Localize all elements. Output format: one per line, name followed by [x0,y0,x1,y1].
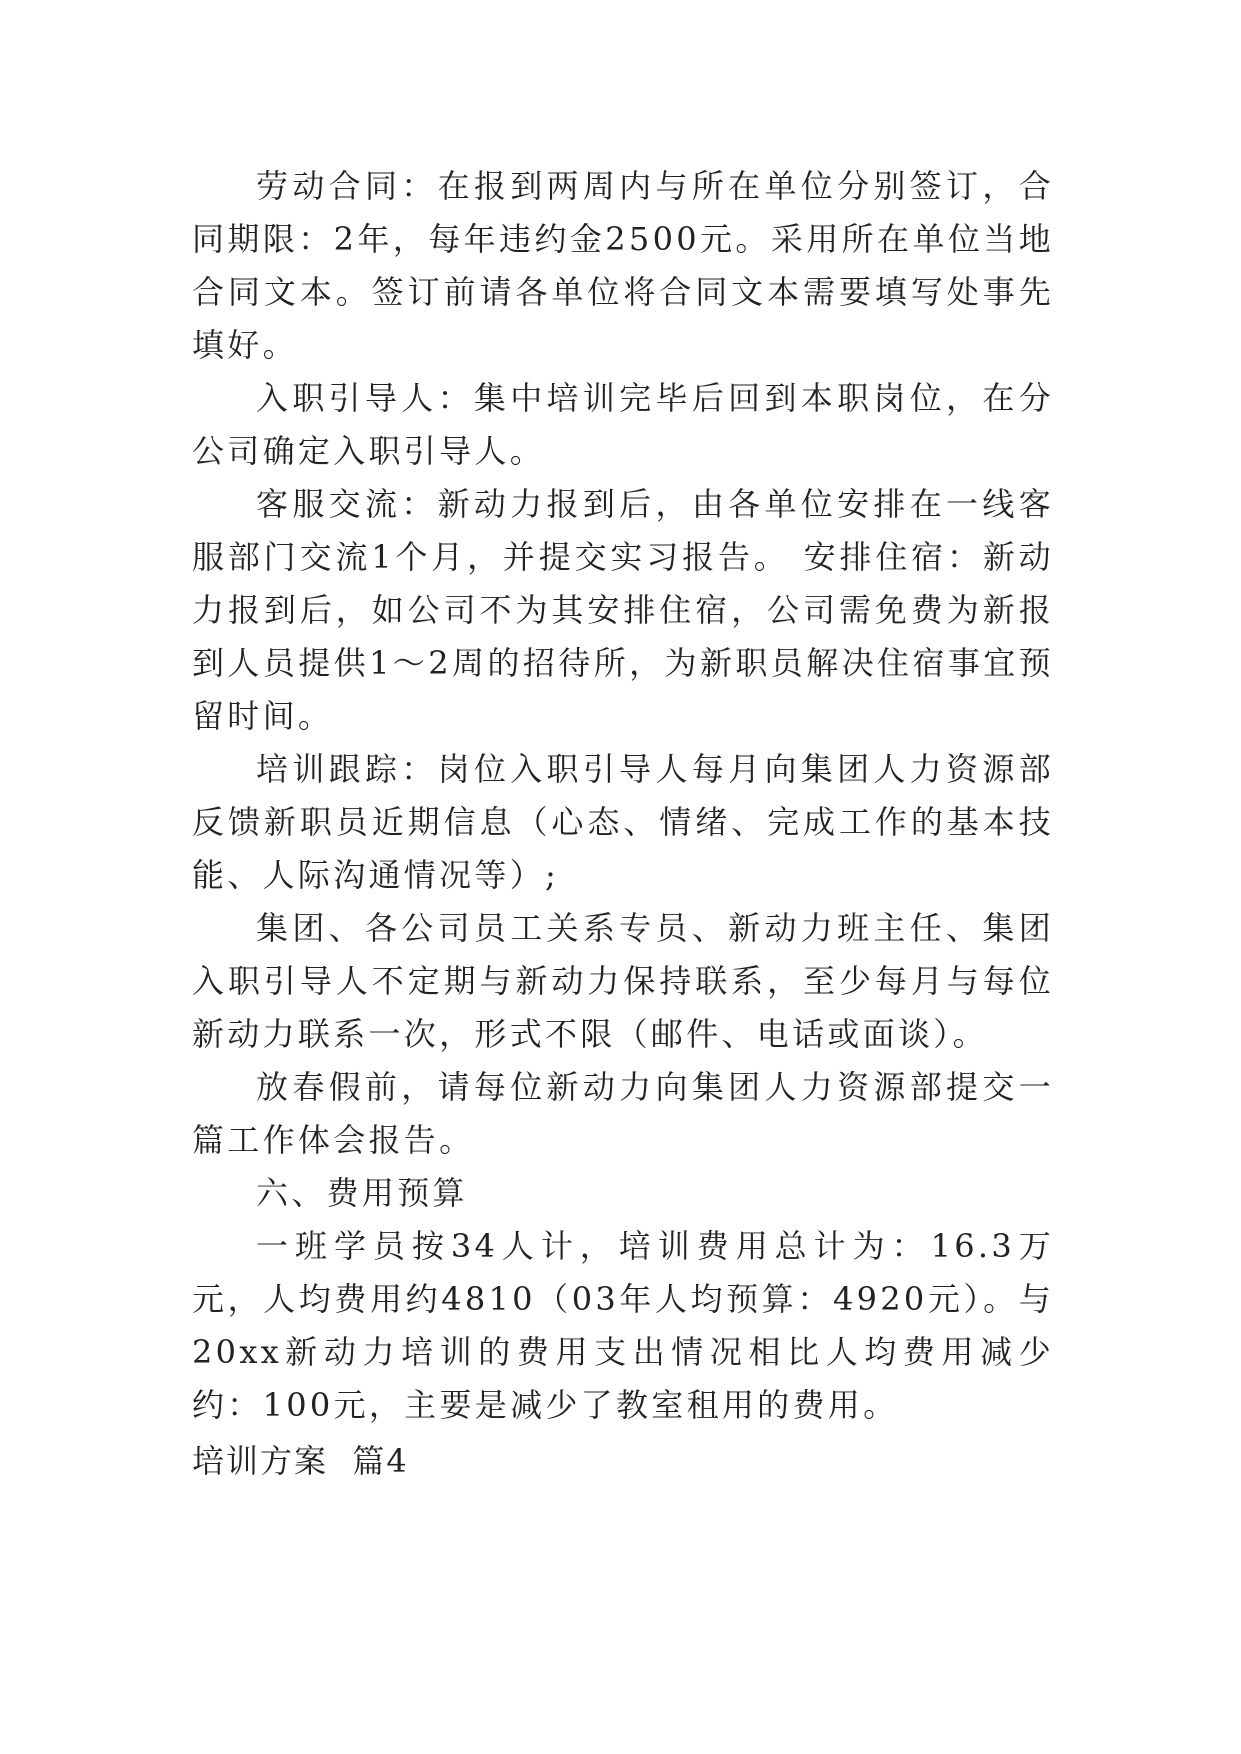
paragraph-customer-service: 客服交流：新动力报到后，由各单位安排在一线客服部门交流1个月，并提交实习报告。 安排住宿：新动力报到后，如公司不为其安排住宿，公司需免费为新报到人员提供1～2周的招待所，为新职员解决住宿事宜预留时间。 [192,485,1054,735]
paragraph-training-tracking: 培训跟踪：岗位入职引导人每月向集团人力资源部反馈新职员近期信息（心态、情绪、完成工作的基本技能、人际沟通情况等）; [192,750,1054,894]
paragraph-budget: 一班学员按34人计，培训费用总计为：16.3万元，人均费用约4810（03年人均预算：4920元）。与20xx新动力培训的费用支出情况相比人均费用减少约：100元，主要是减少了教室租用的费用。 [192,1227,1054,1424]
document-body [192,160,1054,1432]
section-heading: 培训方案 篇4 [192,1442,409,1480]
paragraph-contact: 集团、各公司员工关系专员、新动力班主任、集团入职引导人不定期与新动力保持联系，至少每月与每位新动力联系一次，形式不限（邮件、电话或面谈）。 [192,909,1054,1053]
paragraph-report: 放春假前，请每位新动力向集团人力资源部提交一篇工作体会报告。 [192,1068,1054,1159]
section-title-budget: 六、费用预算 [256,1174,468,1212]
paragraph-onboarding-mentor: 入职引导人：集中培训完毕后回到本职岗位，在分公司确定入职引导人。 [192,379,1054,470]
paragraph-labor-contract: 劳动合同：在报到两周内与所在单位分别签订，合同期限：2年，每年违约金2500元。采用所在单位当地合同文本。签订前请各单位将合同文本需要填写处事先填好。 [192,167,1054,364]
